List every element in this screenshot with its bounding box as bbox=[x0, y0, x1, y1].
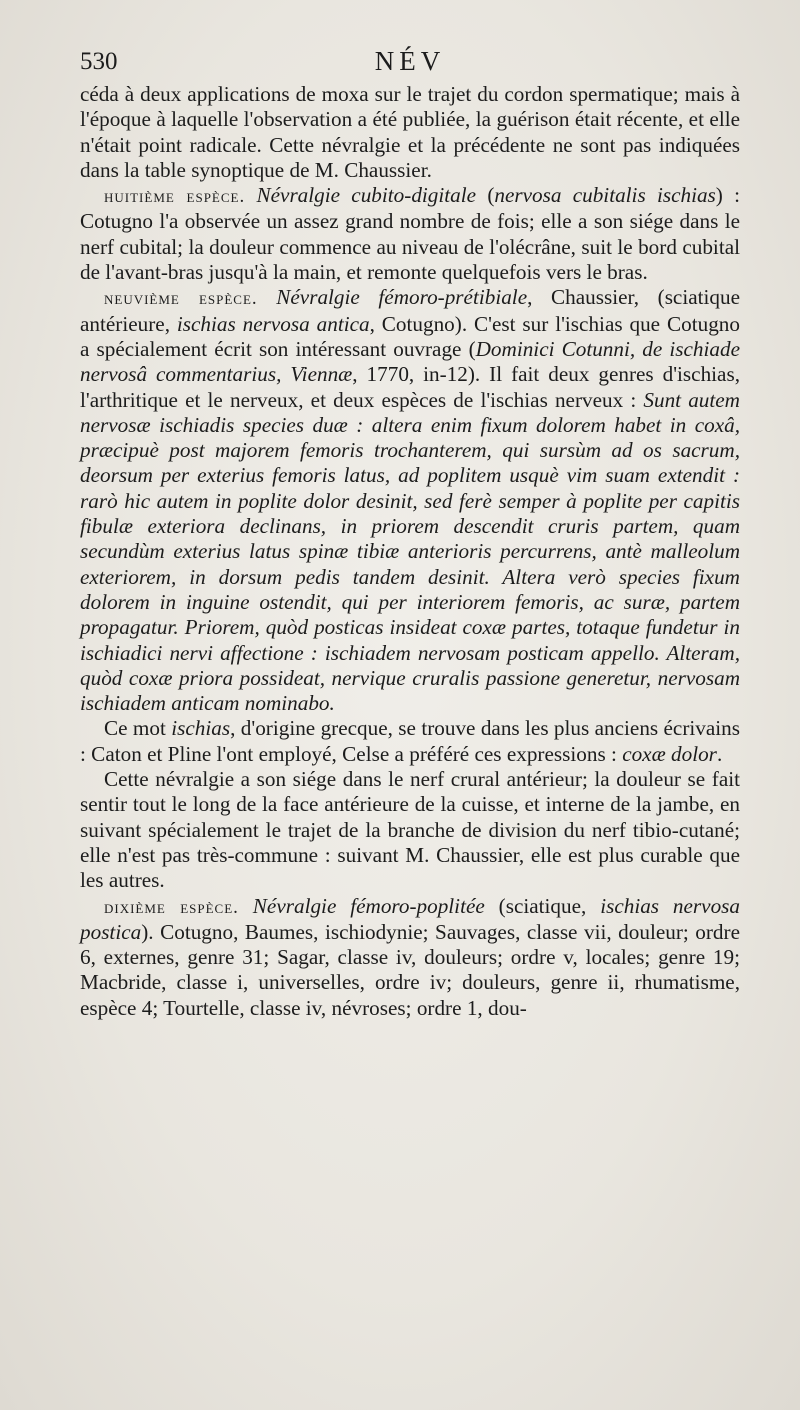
body-text bbox=[80, 82, 740, 1021]
page-header bbox=[80, 44, 740, 80]
italic-text: Névralgie cubito-digitale bbox=[256, 183, 477, 208]
paragraph bbox=[80, 894, 740, 1021]
section-heading: dixième espèce. bbox=[104, 896, 239, 918]
section-heading: neuvième espèce. bbox=[104, 288, 258, 310]
italic-text: coxæ dolor bbox=[622, 741, 717, 766]
italic-text: ischias nervosa antica bbox=[176, 311, 370, 336]
text-segment bbox=[258, 285, 277, 309]
italic-text: Névralgie fémoro-prétibiale bbox=[276, 285, 528, 310]
paragraph bbox=[80, 716, 740, 767]
italic-text: Névralgie fémoro-poplitée bbox=[252, 893, 485, 918]
text-segment: , d'origine grecque, se trouve dans les plus anciens écrivains : Caton et Pline l'ont employé, Celse a préféré ces expressions : bbox=[80, 716, 741, 766]
text-segment: ). Cotugno, Baumes, ischiodynie; Sauvages, classe vii, douleur; ordre 6, externes, genre 31; Sagar, classe iv, douleurs; ordre v, locales; genre 19; Macbride, classe i, universelles, ordre iv; douleurs, genre ii, rhumatisme, espèce 4; Tourtelle, classe iv, névroses; ordre 1, dou- bbox=[80, 919, 740, 1020]
text-segment: , Cotugno). C'est sur l'ischias que Cotugno a spécialement écrit son intéressant ouvrage ( bbox=[80, 311, 740, 361]
paragraph bbox=[80, 285, 740, 716]
paragraph bbox=[80, 183, 740, 285]
running-head: NÉV bbox=[374, 46, 446, 76]
italic-text: Dominici Cotunni, de ischiade nervosâ commentarius, Viennæ bbox=[80, 336, 740, 387]
text-segment: Cette névralgie a son siége dans le nerf crural antérieur; la douleur se fait sentir tout le long de la face antérieure de la cuisse, et interne de la jambe, en suivant spécialement le trajet de la branche de division du nerf tibio-cutané; elle n'est pas très-commune : suivant M. Chaussier, elle est plus curable que les autres. bbox=[80, 767, 740, 893]
text-segment: ( bbox=[476, 183, 495, 208]
text-segment bbox=[245, 183, 256, 207]
page-number: 530 bbox=[80, 48, 118, 75]
section-heading: huitième espèce. bbox=[104, 186, 246, 208]
italic-text: nervosa cubitalis ischias bbox=[494, 183, 716, 208]
italic-text: ischias bbox=[171, 716, 231, 741]
paragraph bbox=[80, 767, 740, 893]
text-segment: Ce mot bbox=[104, 716, 172, 741]
text-segment: , 1770, in-12). Il fait deux genres d'ischias, l'arthritique et le nerveux, et deux espèces de l'ischias nerveux : bbox=[80, 362, 740, 412]
italic-text: ischias nervosa postica bbox=[80, 893, 740, 944]
italic-text: Sunt autem nervosæ ischiadis species duæ : altera enim fixum dolorem habet in coxâ, præcipuè post majorem femoris trochanterem, qui sursùm ad os sacrum, deorsum per exterius femoris latus, ad poplitem usquè vim suam extendit : rarò hic autem in poplite dolor desinit, sed ferè semper à poplite per capitis fibulæ exteriora declinans, in priorem descendit cruris partem, quam secundùm exterius latus spinæ tibiæ anterioris percurrens, antè malleolum exteriorem, in dorsum pedis tandem desinit. Altera verò species fixum dolorem in inguine ostendit, qui per interiorem femoris, ac suræ, partem propagatur. Priorem, quòd posticas insideat coxæ partes, totaque fundetur in ischiadici nervi affectione : ischiadem nervosam posticam appello. Alteram, quòd coxæ priora possideat, nervique cruralis passione generetur, nervosam ischiadem anticam nominabo. bbox=[80, 387, 740, 716]
text-segment: céda à deux applications de moxa sur le trajet du cordon spermatique; mais à l'époque à laquelle l'observation a été publiée, la guérison était récente, et elle n'était point radicale. Cette névralgie et la précédente ne sont pas indiquées dans la table synoptique de M. Chaussier. bbox=[80, 82, 740, 182]
paragraph bbox=[80, 82, 740, 183]
text-segment: , Chaussier, (sciatique antérieure, bbox=[80, 285, 740, 336]
text-segment: . bbox=[716, 741, 723, 766]
text-segment: (sciatique, bbox=[484, 893, 601, 918]
text-segment bbox=[239, 894, 253, 918]
text-segment: ) : Cotugno l'a observée un assez grand nombre de fois; elle a son siége dans le nerf cubital; la douleur commence au niveau de l'olécrâne, suit le bord cubital de l'avant-bras jusqu'à la main, et remonte quelquefois vers le bras. bbox=[80, 183, 740, 285]
